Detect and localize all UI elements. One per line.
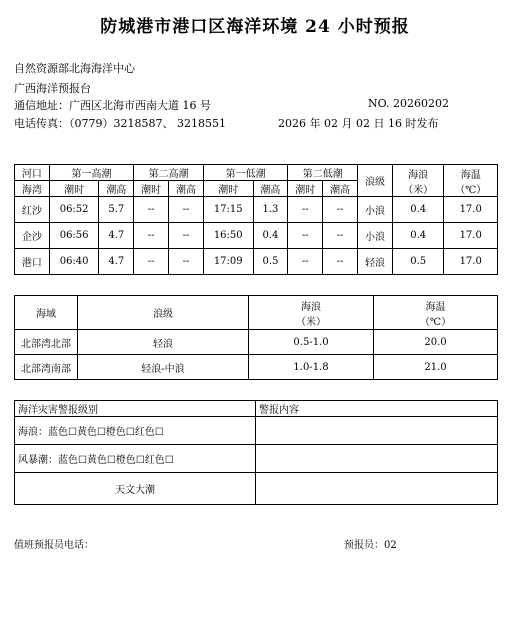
col-low2: 第二低潮 <box>288 165 358 181</box>
astronomical-tide-content <box>256 473 498 505</box>
address: 通信地址：广西区北海市西南大道 16 号 <box>14 99 211 112</box>
col-warning-level: 海洋灾害警报级别 <box>15 401 256 417</box>
col-time: 潮时 <box>288 181 323 197</box>
astronomical-tide: 天文大潮 <box>15 473 256 505</box>
cell: 17.0 <box>444 249 498 275</box>
warning-table <box>14 400 498 505</box>
issue-time: 2026 年 02 月 02 日 16 时发布 <box>278 117 439 130</box>
cell: 1.0-1.8 <box>249 355 374 380</box>
storm-warning: 风暴潮：蓝色☐黄色☐橙色☐红色☐ <box>15 445 256 473</box>
cell: -- <box>169 197 204 223</box>
cell: 17:09 <box>203 249 253 275</box>
col-wave: 海浪 （米） <box>392 165 443 197</box>
cell: 17.0 <box>444 223 498 249</box>
cell: -- <box>288 197 323 223</box>
cell: 轻浪 <box>358 249 393 275</box>
col-height: 潮高 <box>99 181 134 197</box>
cell: 17.0 <box>444 197 498 223</box>
doc-number: NO. 20260202 <box>368 97 449 110</box>
cell: -- <box>134 223 169 249</box>
cell: 轻浪 <box>78 330 249 355</box>
cell: 1.3 <box>253 197 288 223</box>
sea-area-name: 北部湾北部 <box>15 330 78 355</box>
col-time: 潮时 <box>203 181 253 197</box>
tide-table <box>14 164 498 275</box>
sea-area-table <box>14 295 498 380</box>
col-time: 潮时 <box>134 181 169 197</box>
cell: 16:50 <box>203 223 253 249</box>
col-wave-level: 浪级 <box>358 165 393 197</box>
cell: 20.0 <box>374 330 498 355</box>
col-temp: 海温 （℃） <box>374 296 498 330</box>
table-row <box>15 249 498 275</box>
cell: -- <box>288 249 323 275</box>
cell: 0.4 <box>392 197 443 223</box>
cell: -- <box>134 249 169 275</box>
cell: -- <box>169 249 204 275</box>
table-row <box>15 223 498 249</box>
cell: 21.0 <box>374 355 498 380</box>
col-height: 潮高 <box>253 181 288 197</box>
col-area: 海域 <box>15 296 78 330</box>
cell: 0.4 <box>392 223 443 249</box>
table-row <box>15 197 498 223</box>
col-temp: 海温 （℃） <box>444 165 498 197</box>
cell: 0.5 <box>253 249 288 275</box>
station-name: 红沙 <box>15 197 50 223</box>
cell: -- <box>134 197 169 223</box>
cell: 4.7 <box>99 249 134 275</box>
cell: 06:40 <box>49 249 99 275</box>
cell: -- <box>288 223 323 249</box>
cell: 4.7 <box>99 223 134 249</box>
col-wave: 海浪 （米） <box>249 296 374 330</box>
col-area-2: 海湾 <box>15 181 50 197</box>
cell: 17:15 <box>203 197 253 223</box>
col-high1: 第一高潮 <box>49 165 133 181</box>
col-high2: 第二高潮 <box>134 165 204 181</box>
station-name: 企沙 <box>15 223 50 249</box>
cell: 小浪 <box>358 223 393 249</box>
cell: -- <box>323 197 358 223</box>
cell: -- <box>323 223 358 249</box>
col-area-1: 河口 <box>15 165 50 181</box>
station-name: 港口 <box>15 249 50 275</box>
table-row <box>15 330 498 355</box>
col-level: 浪级 <box>78 296 249 330</box>
cell: 0.4 <box>253 223 288 249</box>
forecaster: 预报员：02 <box>344 540 397 551</box>
wave-warning-content <box>256 417 498 445</box>
cell: 5.7 <box>99 197 134 223</box>
col-height: 潮高 <box>169 181 204 197</box>
duty-forecaster-phone: 值班预报员电话： <box>14 540 94 551</box>
col-time: 潮时 <box>49 181 99 197</box>
col-height: 潮高 <box>323 181 358 197</box>
table-row <box>15 355 498 380</box>
storm-warning-content <box>256 445 498 473</box>
org-name: 自然资源部北海海洋中心 <box>14 62 135 75</box>
cell: 轻浪-中浪 <box>78 355 249 380</box>
cell: 0.5 <box>392 249 443 275</box>
sea-area-name: 北部湾南部 <box>15 355 78 380</box>
cell: 小浪 <box>358 197 393 223</box>
sub-org-name: 广西海洋预报台 <box>14 82 91 95</box>
col-low1: 第一低潮 <box>203 165 287 181</box>
col-warning-content: 警报内容 <box>256 401 498 417</box>
cell: -- <box>169 223 204 249</box>
phone: 电话传真：（0779）3218587、 3218551 <box>14 117 226 130</box>
cell: -- <box>323 249 358 275</box>
cell: 0.5-1.0 <box>249 330 374 355</box>
cell: 06:52 <box>49 197 99 223</box>
page-title: 防城港市港口区海洋环境 24 小时预报 <box>100 17 410 37</box>
cell: 06:56 <box>49 223 99 249</box>
wave-warning: 海浪：蓝色☐黄色☐橙色☐红色☐ <box>15 417 256 445</box>
